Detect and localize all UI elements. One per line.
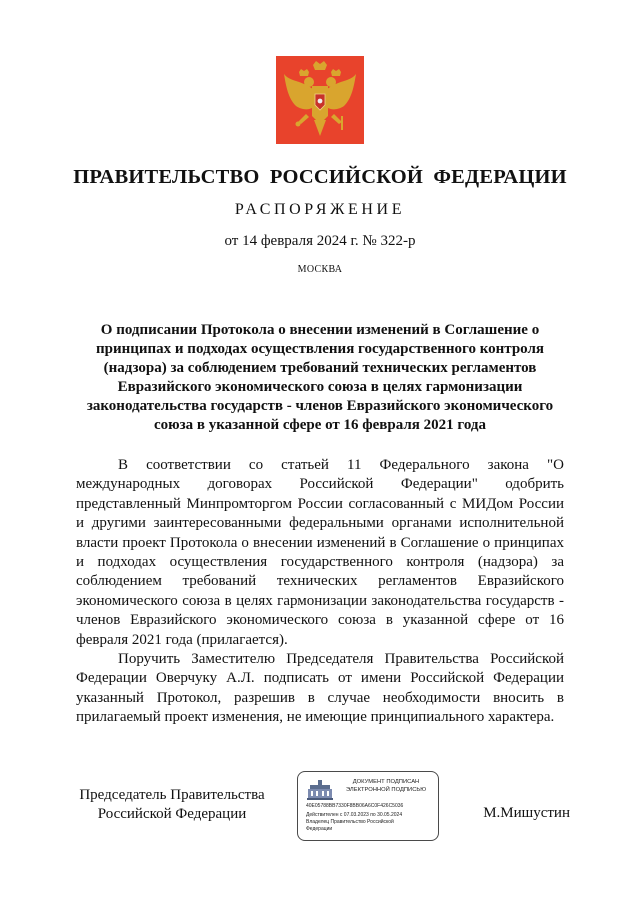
stamp-owner: Федерации: [306, 826, 333, 832]
body-paragraph: В соответствии со статьей 11 Федерального закона "О международных договорах Российской Федерации" одобрить представленный Минпромторгом России согласованный с МИДом России и другими заинтересованными федеральными органами исполнительной власти проект Протокола о внесении изменений в Соглашение о принципах и подходах осуществления государственного контроля (надзора) за соблюдением требований технических регламентов Евразийского экономического союза в целях гармонизации законодательства государств - членов Евразийского экономического союза в указанной сфере от 16 февраля 2021 года (прилагается).: [76, 457, 564, 648]
stamp-title: [338, 779, 434, 794]
body-paragraph: Поручить Заместителю Председателя Правительства Российской Федерации Оверчуку А.Л. подписать от имени Российской Федерации указанный Протокол, разрешив в случае необходимости вносить в прилагаемый проект изменения, не имеющие принципиального характера.: [76, 651, 564, 726]
stamp-title-line: ДОКУМЕНТ ПОДПИСАН: [352, 779, 420, 785]
subject-line: (надзора) за соблюдением требований технических регламентов: [103, 360, 537, 376]
subject-line: принципах и подходах осуществления государственного контроля: [95, 341, 545, 357]
document-type: РАСПОРЯЖЕНИЕ: [234, 201, 406, 218]
document-subject: [72, 321, 568, 435]
stamp-certificate: 40E05788BB7330F8BB06A6C0F426C5036: [306, 803, 404, 809]
government-building-icon: [307, 779, 333, 801]
subject-line: Евразийского экономического союза в целях гармонизации: [117, 379, 523, 395]
stamp-validity: Действителен с 07.03.2023 по 30.05.2024: [306, 812, 403, 818]
subject-line: союза в указанной сфере от 16 февраля 2021 года: [153, 417, 487, 433]
coat-of-arms-icon: [276, 56, 364, 144]
subject-line: О подписании Протокола о внесении изменений в Соглашение о: [100, 322, 540, 338]
document-city: МОСКВА: [297, 264, 343, 275]
signatory-name: М.Мишустин: [483, 805, 570, 821]
document-body: [76, 456, 564, 728]
signatory-position: [68, 786, 276, 824]
signatory-position-line: Председатель Правительства: [79, 787, 265, 803]
government-title: ПРАВИТЕЛЬСТВО РОССИЙСКОЙ ФЕДЕРАЦИИ: [73, 166, 567, 188]
stamp-title-line: ЭЛЕКТРОННОЙ ПОДПИСЬЮ: [345, 786, 427, 793]
subject-line: законодательства государств - членов Евразийского экономического: [86, 398, 554, 414]
document-date-number: от 14 февраля 2024 г. № 322-р: [224, 233, 416, 249]
electronic-signature-stamp: [297, 771, 439, 841]
stamp-owner: Владелец Правительство Российской: [306, 819, 394, 825]
signatory-position-line: Российской Федерации: [97, 806, 247, 822]
